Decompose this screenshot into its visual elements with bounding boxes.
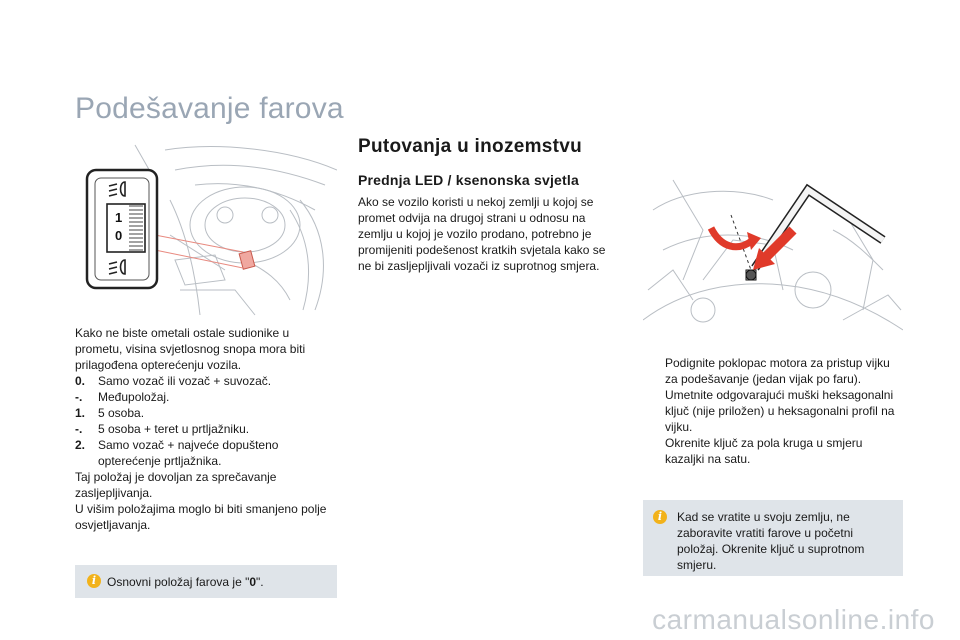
position-key: 2. — [75, 438, 86, 452]
intro-paragraph: Kako ne biste ometali ostale sudionike u prometu, visina svjetlosnog snopa mora biti prilagođena opterećenju vozila. — [75, 326, 306, 372]
step-item — [643, 355, 905, 387]
position-text: 5 osoba + teret u prtljažniku. — [98, 422, 250, 436]
info-icon: i — [87, 574, 101, 588]
travel-paragraph: Ako se vozilo koristi u nekoj zemlji u kojoj se promet odvija na drugoj strani u odnosu na zemlju u kojoj je vozilo prodano, potrebno je promijeniti podešenost kratkih svjetala kako se ne bi zasljepljivali vozači iz suprotnog smjera. — [358, 195, 606, 273]
position-text: Samo vozač + najveće dopušteno opterećenje prtljažnika. — [98, 438, 279, 468]
position-item — [75, 421, 337, 437]
position-item — [75, 405, 337, 421]
position-text: 5 osoba. — [98, 406, 145, 420]
outro-paragraph-2: U višim položajima moglo bi biti smanjeno polje osvjetljavanja. — [75, 502, 327, 532]
bullet-icon — [643, 387, 665, 435]
bullet-icon — [643, 435, 665, 467]
dashboard-illustration — [75, 140, 337, 318]
steps-list — [643, 355, 905, 467]
position-key: 1. — [75, 406, 86, 420]
step-item — [643, 435, 905, 467]
position-item — [75, 373, 337, 389]
base-position-text: Osnovni položaj farova je "0". — [107, 575, 264, 589]
position-item — [75, 437, 337, 469]
step-text: Umetnite odgovarajući muški heksagonalni ključ (nije priložen) u heksagonalni profil na vijku. — [665, 388, 895, 434]
base-position-note — [75, 565, 337, 598]
position-key: -. — [75, 422, 83, 436]
step-text: Podignite poklopac motora za pristup vijku za podešavanje (jedan vijak po faru). — [665, 356, 890, 386]
return-home-note — [643, 500, 903, 576]
step-text: Okrenite ključ za pola kruga u smjeru kazaljki na satu. — [665, 436, 863, 466]
page-title: Podešavanje farova — [75, 92, 344, 125]
section-heading: Putovanja u inozemstvu — [358, 136, 583, 157]
engine-bay-drawing — [643, 170, 903, 345]
dial-number-top: 1 — [115, 210, 123, 225]
dial-number-bottom: 0 — [115, 228, 123, 243]
position-key: 0. — [75, 374, 86, 388]
outro-paragraph-1: Taj položaj je dovoljan za sprečavanje zasljepljivanja. — [75, 470, 277, 500]
position-text: Međupoložaj. — [98, 390, 170, 404]
section-subheading: Prednja LED / ksenonska svjetla — [358, 172, 579, 188]
bullet-icon — [643, 355, 665, 387]
info-icon: i — [653, 510, 667, 524]
left-column-text — [75, 325, 337, 533]
engine-bay-illustration — [643, 170, 903, 345]
watermark: carmanualsonline.info — [652, 604, 935, 635]
position-text: Samo vozač ili vozač + suvozač. — [98, 374, 272, 388]
step-item — [643, 387, 905, 435]
dashboard-drawing — [75, 140, 337, 318]
positions-list — [75, 373, 337, 469]
position-key: -. — [75, 390, 83, 404]
position-item — [75, 389, 337, 405]
return-home-text: Kad se vratite u svoju zemlju, ne zaboravite vratiti farove u početni položaj. Okrenite ključ u suprotnom smjeru. — [677, 510, 865, 572]
